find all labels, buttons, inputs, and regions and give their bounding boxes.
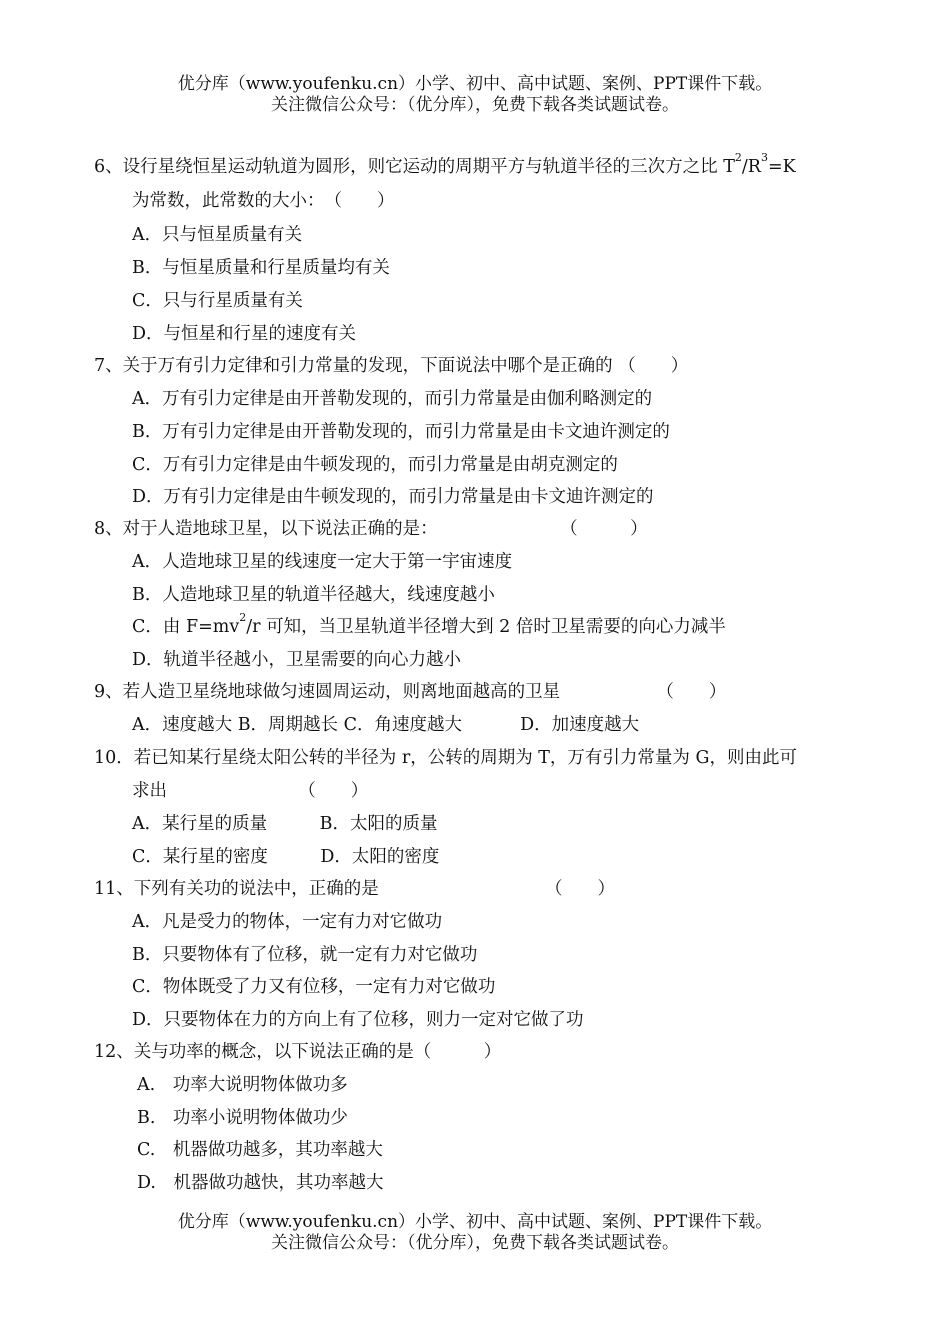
question-11-option-b: B．只要物体有了位移，就一定有力对它做功 [132, 945, 478, 965]
question-10-options-row-2: C．某行星的密度 D．太阳的密度 [132, 847, 440, 867]
question-9-stem: 9、若人造卫星绕地球做匀速圆周运动，则离地面越高的卫星 （ ） [94, 682, 727, 702]
header-line-1: 优分库（www.youfenku.cn）小学、初中、高中试题、案例、PPT课件下载。 [177, 74, 773, 94]
question-7-option-d: D．万有引力定律是由牛顿发现的，而引力常量是由卡文迪许测定的 [132, 487, 654, 507]
question-11-option-c: C．物体既受了力又有位移，一定有力对它做功 [132, 977, 496, 997]
question-8-option-a: A．人造地球卫星的线速度一定大于第一宇宙速度 [132, 552, 513, 572]
question-10-options-row-1: A．某行星的质量 B．太阳的质量 [132, 814, 438, 834]
question-8-stem: 8、对于人造地球卫星，以下说法正确的是： （ ） [94, 519, 648, 539]
question-7-option-c: C．万有引力定律是由牛顿发现的，而引力常量是由胡克测定的 [132, 455, 618, 475]
header-banner [0, 74, 950, 116]
footer-line-1: 优分库（www.youfenku.cn）小学、初中、高中试题、案例、PPT课件下载。 [177, 1212, 773, 1232]
question-6-stem: 6、设行星绕恒星运动轨道为圆形，则它运动的周期平方与轨道半径的三次方之比 $T^2/R^3=K$ [94, 151, 796, 177]
question-11-option-a: A．凡是受力的物体，一定有力对它做功 [132, 912, 443, 932]
question-12-stem: 12、关与功率的概念，以下说法正确的是（ ） [94, 1042, 502, 1062]
question-11-stem: 11、下列有关功的说法中，正确的是 （ ） [94, 879, 616, 899]
question-12-option-a: A. 功率大说明物体做功多 [137, 1075, 348, 1095]
question-12-option-c: C. 机器做功越多，其功率越大 [137, 1140, 383, 1160]
question-10-stem: 10．若已知某行星绕太阳公转的半径为 r，公转的周期为 T，万有引力常量为 G，则由此可 [94, 748, 797, 768]
question-8-option-b: B．人造地球卫星的轨道半径越大，线速度越小 [132, 585, 495, 605]
question-6-option-c: C．只与行星质量有关 [132, 291, 303, 311]
question-11-option-d: D．只要物体在力的方向上有了位移，则力一定对它做了功 [132, 1010, 584, 1030]
question-8-option-c: C．由 $F=mv^2/r$ 可知，当卫星轨道半径增大到 2 倍时卫星需要的向心力减半 [132, 611, 726, 637]
question-7-stem: 7、关于万有引力定律和引力常量的发现，下面说法中哪个是正确的 （ ） [94, 356, 689, 376]
question-6-option-d: D．与恒星和行星的速度有关 [132, 324, 357, 344]
question-6-stem-line2: 为常数，此常数的大小： （ ） [132, 191, 395, 211]
question-12-option-b: B. 功率小说明物体做功少 [137, 1108, 348, 1128]
question-6-option-b: B．与恒星质量和行星质量均有关 [132, 258, 390, 278]
footer-line-2: 关注微信公众号：（优分库），免费下载各类试题试卷。 [271, 1233, 679, 1253]
footer-banner [0, 1212, 950, 1254]
question-10-stem-line2: 求出 （ ） [132, 781, 369, 801]
question-8-option-d: D．轨道半径越小，卫星需要的向心力越小 [132, 650, 462, 670]
question-12-option-d: D. 机器做功越快，其功率越大 [137, 1173, 384, 1193]
question-6-option-a: A．只与恒星质量有关 [132, 225, 303, 245]
question-7-option-a: A．万有引力定律是由开普勒发现的，而引力常量是由伽利略测定的 [132, 389, 653, 409]
question-7-option-b: B．万有引力定律是由开普勒发现的，而引力常量是由卡文迪许测定的 [132, 422, 670, 442]
question-9-options: A．速度越大 B．周期越长 C．角速度越大 D．加速度越大 [132, 715, 640, 735]
header-line-2: 关注微信公众号：（优分库），免费下载各类试题试卷。 [271, 95, 679, 115]
